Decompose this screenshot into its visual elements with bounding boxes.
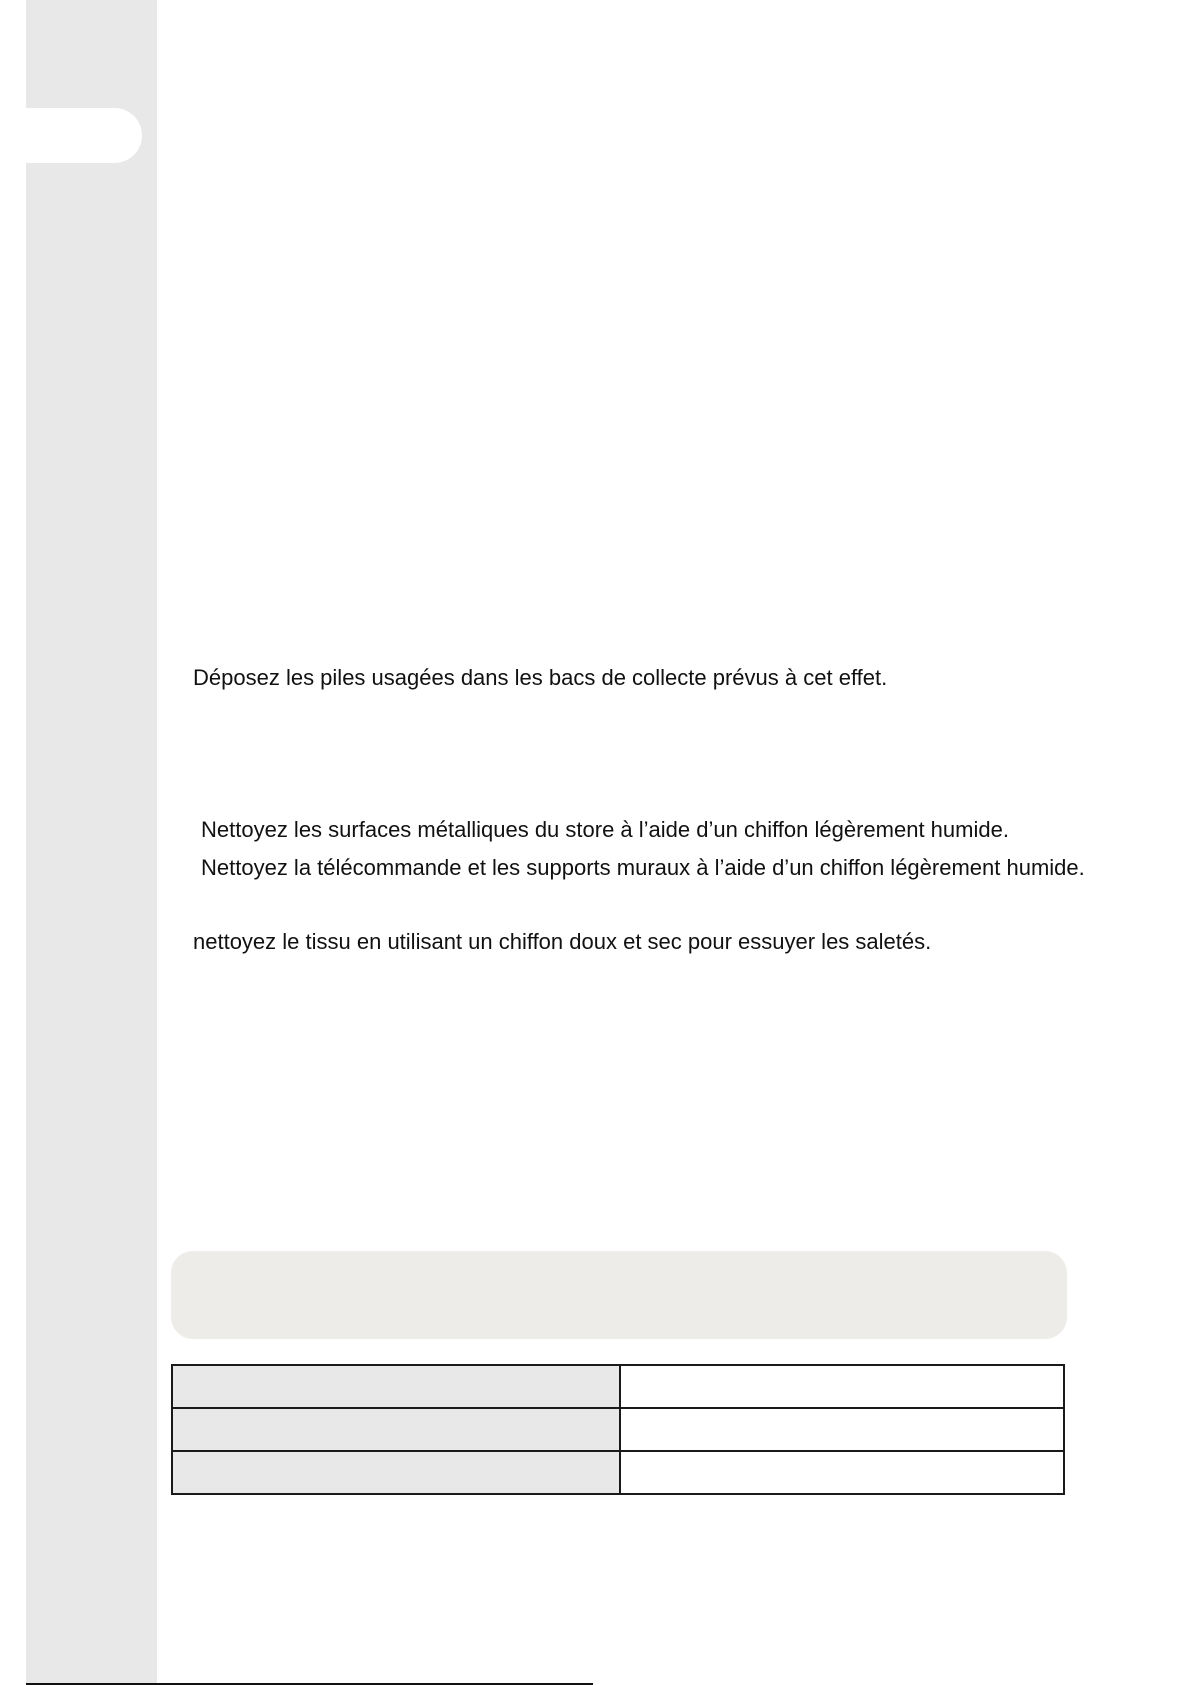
spec-table xyxy=(171,1364,1065,1495)
table-label-cell xyxy=(172,1408,620,1451)
battery-disposal-text: Déposez les piles usagées dans les bacs de collecte prévus à cet effet. xyxy=(193,665,888,690)
remote-cleaning-text: Nettoyez la télécommande et les supports muraux à l’aide d’un chiffon légèrement humide. xyxy=(201,855,1085,880)
table-value-cell xyxy=(620,1451,1064,1494)
table-row xyxy=(172,1451,1064,1494)
table-value-cell xyxy=(620,1408,1064,1451)
table-row xyxy=(172,1365,1064,1408)
table-label-cell xyxy=(172,1365,620,1408)
metal-cleaning-text: Nettoyez les surfaces métalliques du store à l’aide d’un chiffon légèrement humide. xyxy=(201,817,1009,842)
side-strip xyxy=(26,0,157,1685)
section-banner xyxy=(171,1251,1067,1339)
section-tab xyxy=(26,108,142,163)
table-value-cell xyxy=(620,1365,1064,1408)
table-label-cell xyxy=(172,1451,620,1494)
fabric-cleaning-text: nettoyez le tissu en utilisant un chiffon doux et sec pour essuyer les saletés. xyxy=(193,929,932,954)
table-row xyxy=(172,1408,1064,1451)
